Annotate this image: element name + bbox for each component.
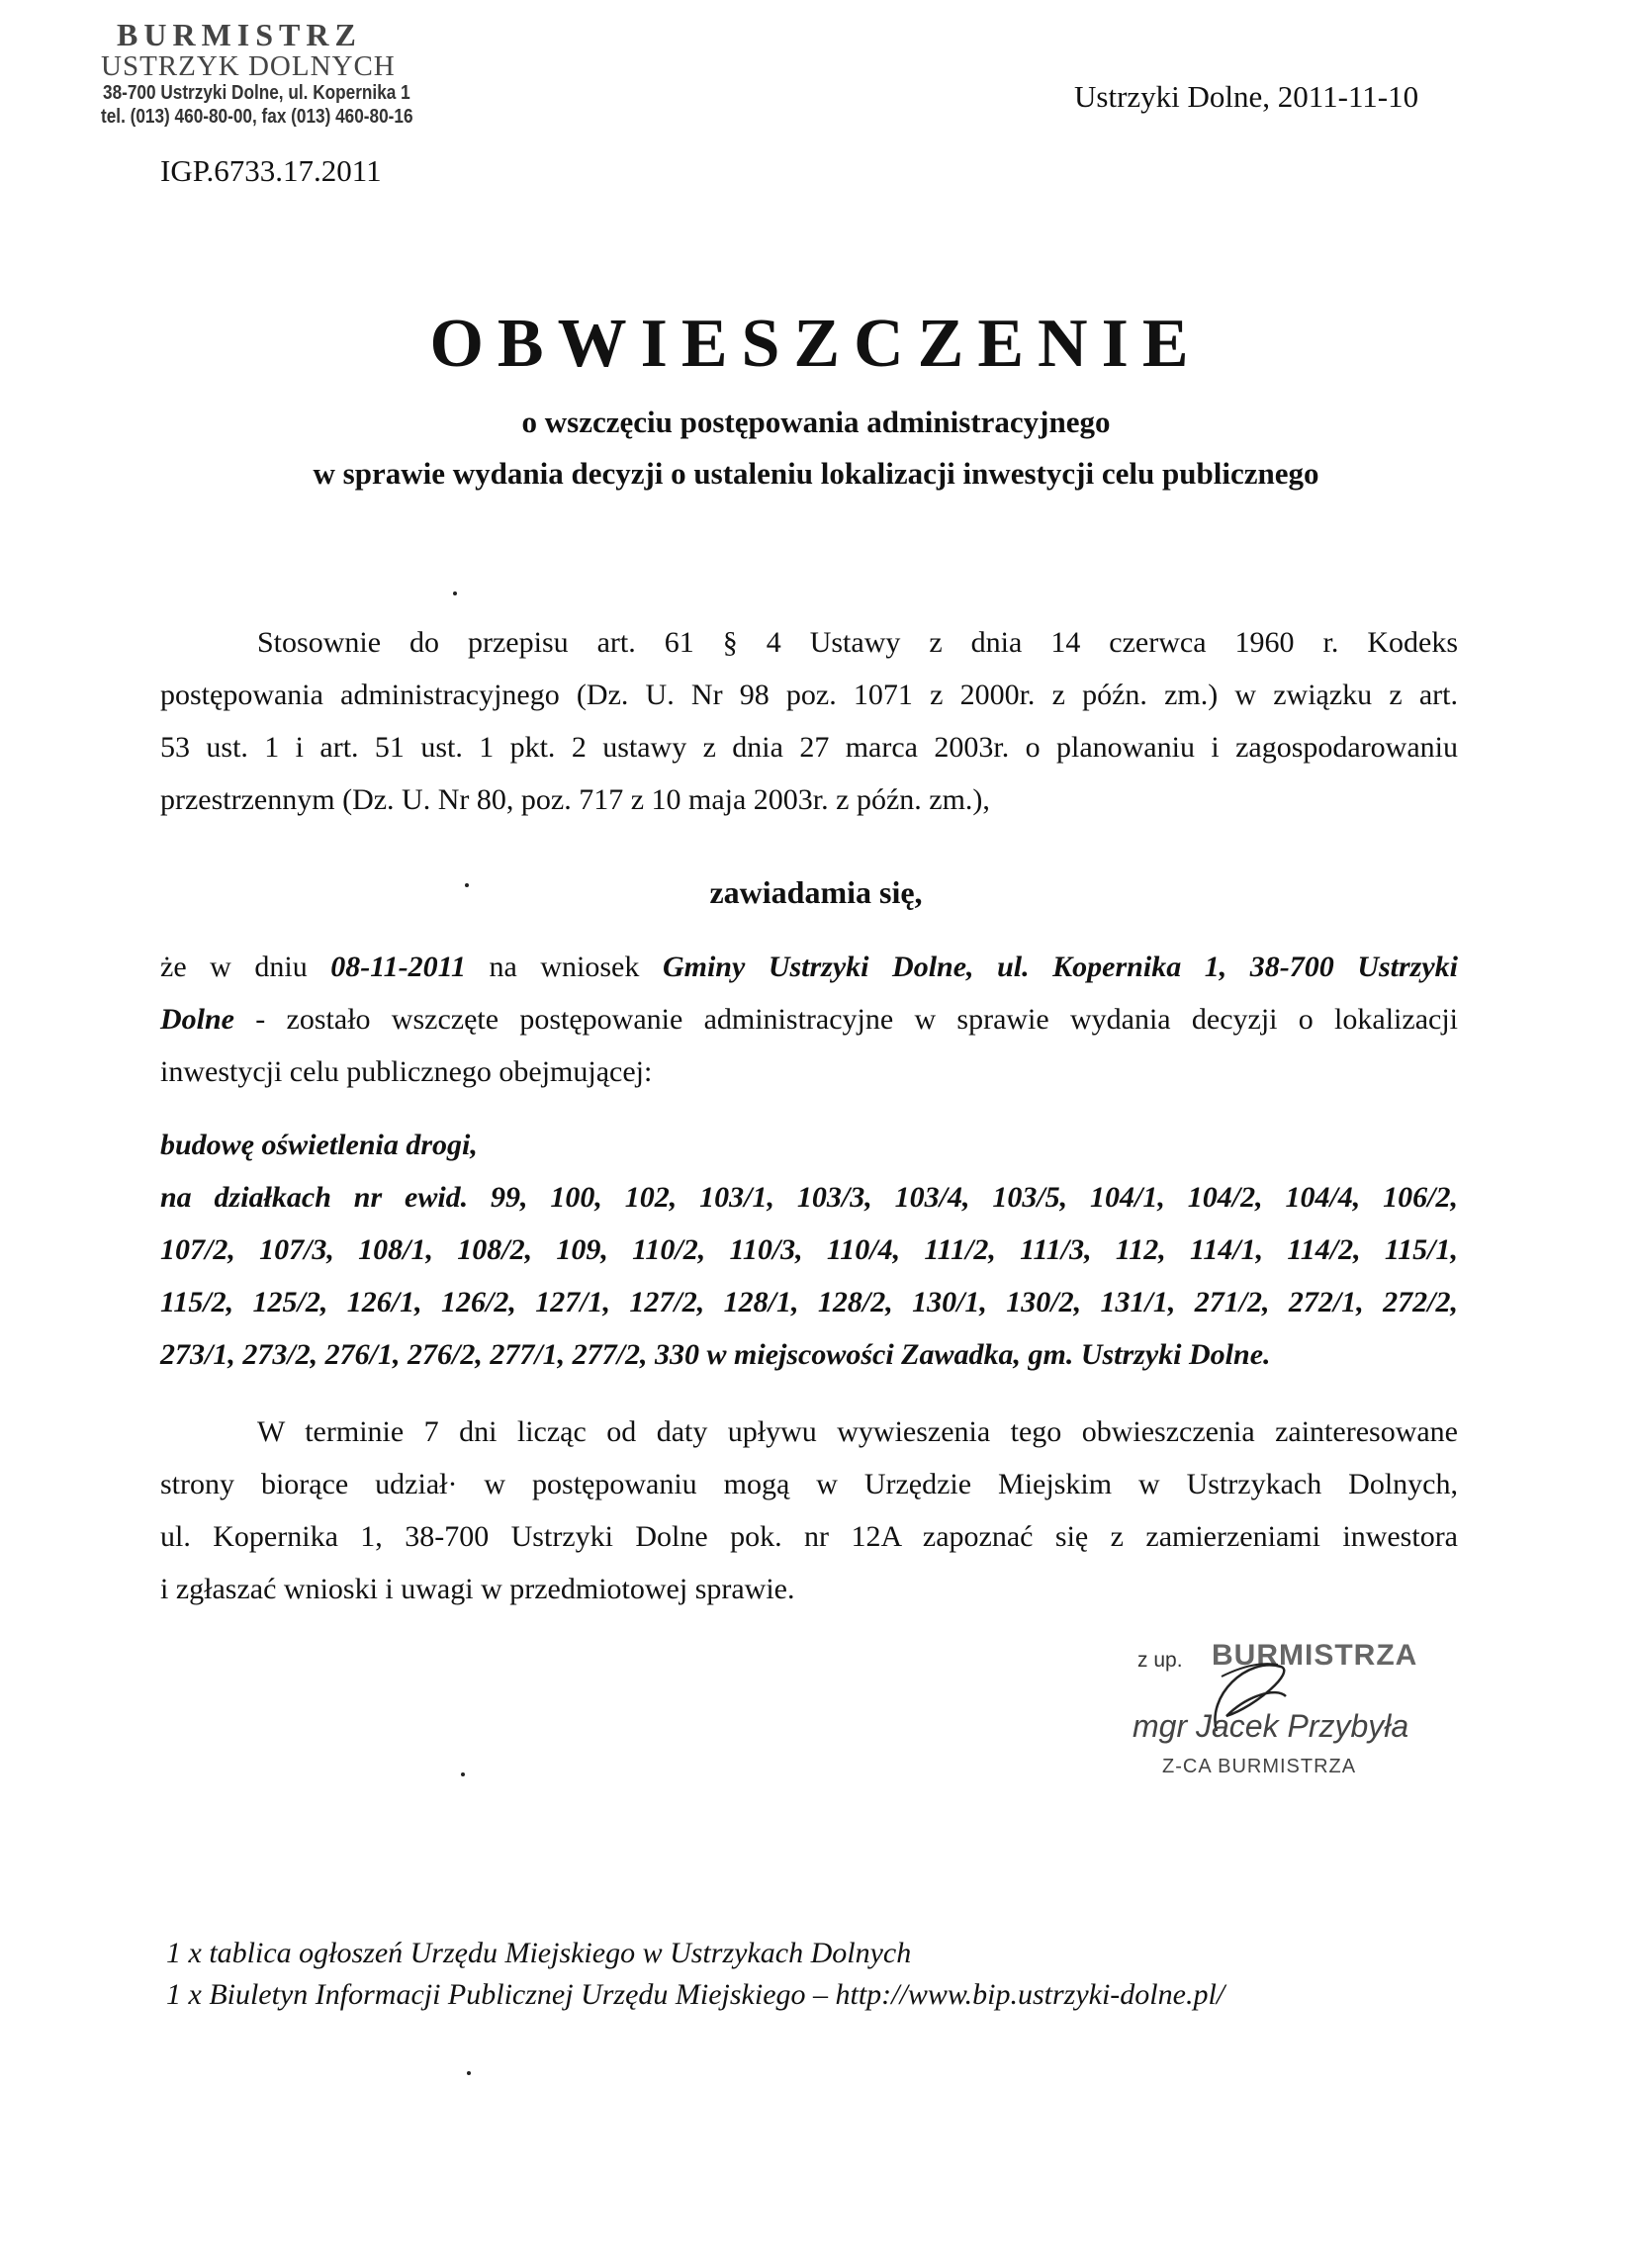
distribution-line-2: 1 x Biuletyn Informacji Publicznej Urzędu Miejskiego – http://www.bip.ustrzyki-dolne.pl/	[166, 1978, 1225, 2011]
legal-basis-line: przestrzennym (Dz. U. Nr 80, poz. 717 z 10 maja 2003r. z późn. zm.),	[160, 783, 990, 816]
stamp-line-2: USTRZYK DOLNYCH	[101, 50, 396, 82]
legal-basis-line: Stosownie do przepisu art. 61 § 4 Ustawy z dnia 14 czerwca 1960 r. Kodeks	[257, 626, 1458, 659]
notice-line-1	[160, 941, 1458, 993]
info-line: strony biorące udział· w postępowaniu mogą w Urzędzie Miejskim w Ustrzykach Dolnych,	[160, 1468, 1458, 1500]
notice-line-3: inwestycji celu publicznego obejmującej:	[160, 1055, 653, 1088]
parcel-list-line: na działkach nr ewid. 99, 100, 102, 103/1, 103/3, 103/4, 103/5, 104/1, 104/2, 104/4, 106/2,	[160, 1181, 1458, 1214]
office-stamp	[101, 17, 464, 129]
scan-speck	[453, 591, 457, 595]
legal-basis-paragraph	[160, 616, 1458, 826]
notice-date: 08-11-2011	[330, 951, 466, 983]
info-line: W terminie 7 dni licząc od daty upływu wywieszenia tego obwieszczenia zainteresowane	[257, 1415, 1458, 1448]
subtitle-line-2: w sprawie wydania decyzji o ustaleniu lokalizacji inwestycji celu publicznego	[313, 456, 1319, 491]
stamp-line-1: BURMISTRZ	[117, 17, 362, 52]
signature-zup: z up.	[1137, 1649, 1183, 1672]
applicant-name: Gminy Ustrzyki Dolne, ul. Kopernika 1, 38-700 Ustrzyki	[662, 951, 1459, 983]
stamp-line-3: 38-700 Ustrzyki Dolne, ul. Kopernika 1	[103, 82, 410, 104]
subject-line: budowę oświetlenia drogi,	[160, 1129, 478, 1161]
notice-paragraph	[160, 941, 1458, 1098]
notice-text: - zostało wszczęte postępowanie administracyjne w sprawie wydania decyzji o lokalizacji	[234, 1003, 1458, 1036]
scan-speck	[461, 1772, 465, 1776]
distribution-line-1: 1 x tablica ogłoszeń Urzędu Miejskiego w Ustrzykach Dolnych	[166, 1937, 912, 1969]
applicant-name: Dolne	[160, 1003, 234, 1036]
signatory-role: Z-CA BURMISTRZA	[1162, 1756, 1357, 1777]
subtitle-line-1: o wszczęciu postępowania administracyjnego	[521, 405, 1111, 439]
parcel-list-line: 107/2, 107/3, 108/1, 108/2, 109, 110/2, 110/3, 110/4, 111/2, 111/3, 112, 114/1, 114/2, 115/1,	[160, 1233, 1458, 1266]
signatory-name: mgr Jacek Przybyła	[1133, 1708, 1409, 1744]
stamp-line-4: tel. (013) 460-80-00, fax (013) 460-80-16	[101, 106, 413, 128]
notice-text: na wniosek	[465, 951, 663, 983]
info-line: i zgłaszać wnioski i uwagi w przedmiotowej sprawie.	[160, 1573, 795, 1605]
scan-speck	[467, 2071, 471, 2075]
legal-basis-line: postępowania administracyjnego (Dz. U. Nr 98 poz. 1071 z 2000r. z późn. zm.) w związku z art.	[160, 679, 1458, 711]
reference-number: IGP.6733.17.2011	[160, 153, 382, 188]
signature-stamp	[1133, 1637, 1429, 1795]
announcement-heading: zawiadamia się,	[709, 874, 923, 910]
signature-office: BURMISTRZA	[1212, 1639, 1418, 1672]
document-title: OBWIESZCZENIE	[429, 306, 1203, 382]
scan-speck	[465, 883, 469, 887]
parcel-list-line: 273/1, 273/2, 276/1, 276/2, 277/1, 277/2, 330 w miejscowości Zawadka, gm. Ustrzyki Dolne.	[160, 1338, 1271, 1371]
legal-basis-line: 53 ust. 1 i art. 51 ust. 1 pkt. 2 ustawy z dnia 27 marca 2003r. o planowaniu i zagospodarowaniu	[160, 731, 1458, 764]
notice-text: że w dniu	[160, 951, 331, 983]
parcel-list-line: 115/2, 125/2, 126/1, 126/2, 127/1, 127/2, 128/1, 128/2, 130/1, 130/2, 131/1, 271/2, 272/1, 272/2,	[160, 1286, 1458, 1318]
subject-paragraph	[160, 1119, 1458, 1381]
info-line: ul. Kopernika 1, 38-700 Ustrzyki Dolne pok. nr 12A zapoznać się z zamierzeniami inwestora	[160, 1520, 1458, 1553]
info-paragraph	[160, 1406, 1458, 1615]
notice-line-2	[160, 993, 1458, 1045]
place-date: Ustrzyki Dolne, 2011-11-10	[1074, 79, 1419, 114]
